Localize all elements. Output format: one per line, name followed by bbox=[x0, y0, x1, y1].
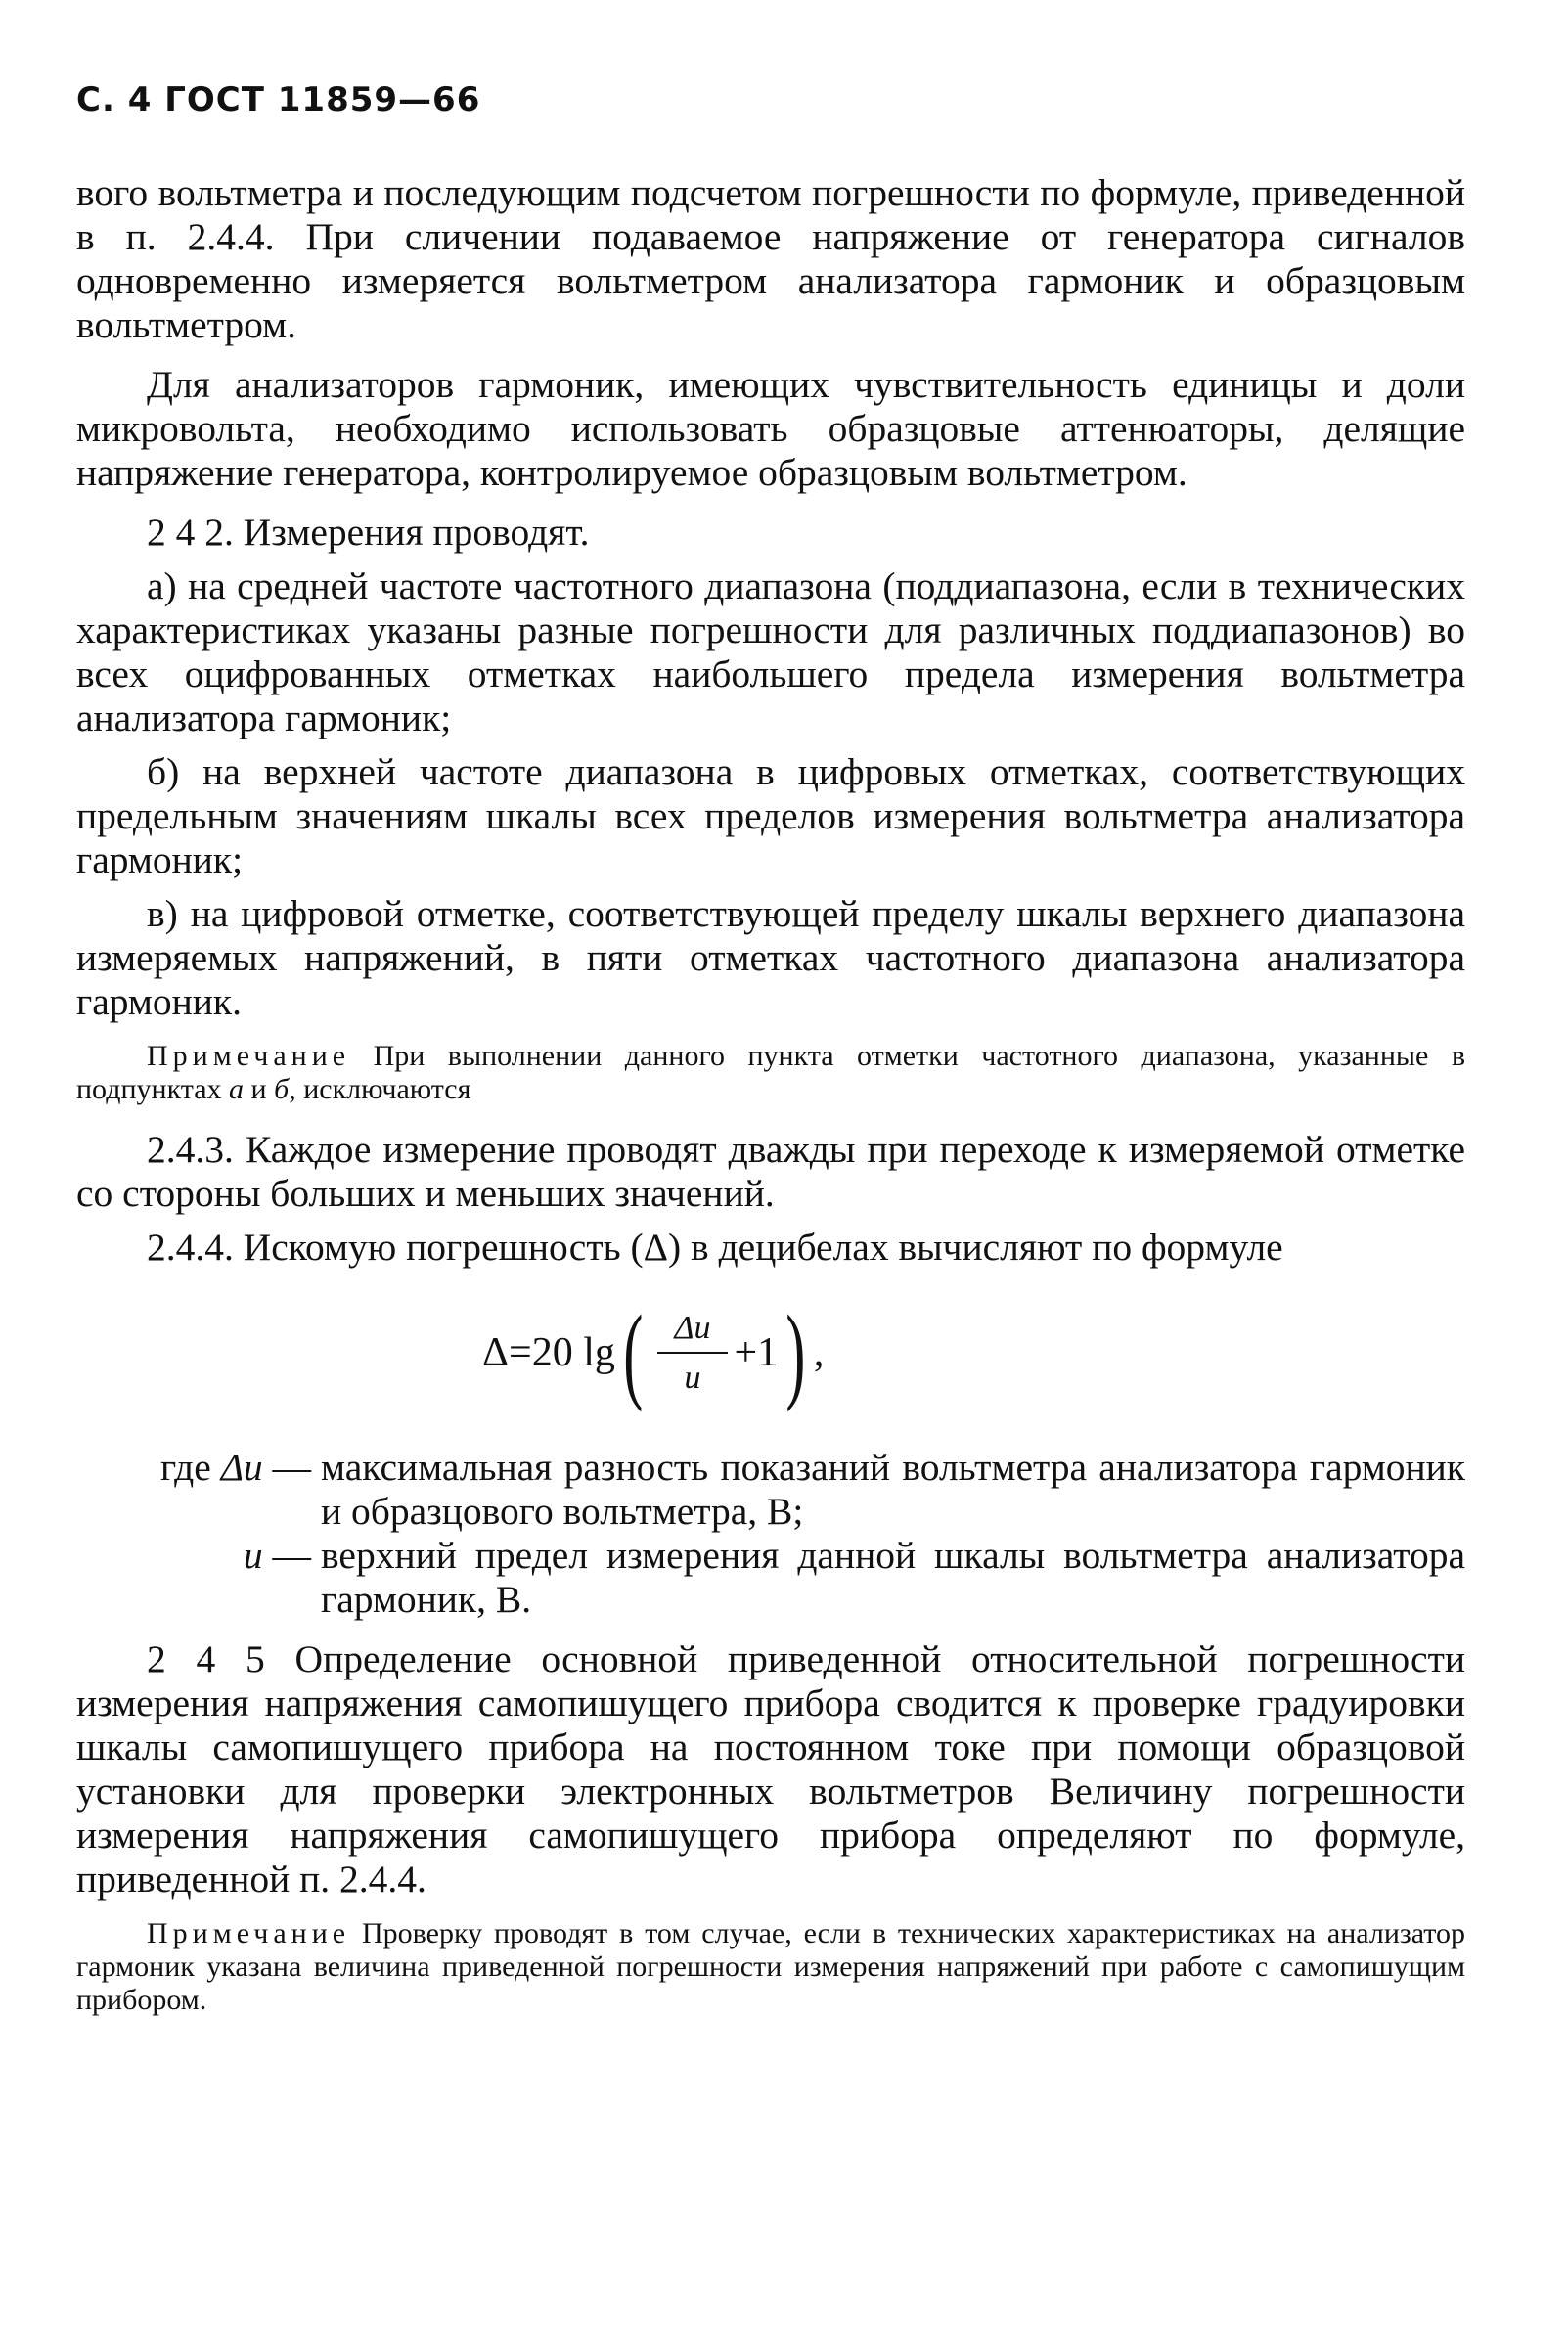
formula-coef: 20 lg bbox=[531, 1329, 615, 1375]
section-2-4-5: 2 4 5 Определение основной приведенной относительной погрешности измерения напряжения самопишущего прибора сводится к проверке градуировки шкалы самопишущего прибора на постоянном токе при помощи образцовой установки для проверки электронных вольтметров Величину погрешности измерения напряжения самопишущего прибора определяют по формуле, приведенной п. 2.4.4. bbox=[76, 1637, 1465, 1901]
section-2-4-4: 2.4.4. Искомую погрешность (Δ) в децибелах вычисляют по формуле bbox=[147, 1226, 1283, 1269]
paragraph-attenuators: Для анализаторов гармоник, имеющих чувствительность единицы и доли микровольта, необходимо использовать образцовые аттенюаторы, делящие напряжение генератора, контролируемое образцовым вольтметром. bbox=[76, 363, 1465, 494]
definition-dash: — bbox=[262, 1534, 311, 1577]
note-1-text-after: , исключаются bbox=[289, 1073, 471, 1105]
note-1-and: и bbox=[244, 1073, 275, 1105]
definition-symbol: Δu bbox=[220, 1446, 263, 1489]
formula-denominator: u bbox=[684, 1360, 701, 1396]
note-1-label: Примечание bbox=[147, 1040, 351, 1072]
formula-plus-one: +1 bbox=[734, 1329, 779, 1375]
definition-text: верхний предел измерения данной шкалы вольтметра анализатора гармоник, В. bbox=[321, 1534, 1465, 1621]
page-header: С. 4 ГОСТ 11859—66 bbox=[76, 80, 481, 119]
formula-rparen: ) bbox=[785, 1293, 806, 1412]
formula bbox=[482, 1293, 825, 1412]
definition-symbol: u bbox=[243, 1534, 263, 1577]
formula-numerator: Δu bbox=[657, 1306, 729, 1354]
definition-term bbox=[76, 1534, 321, 1622]
definition-prefix: где bbox=[159, 1446, 221, 1489]
list-item-b: б) на верхней частоте диапазона в цифровых отметках, соответствующих предельным значениям шкалы всех пределов измерения вольтметра анализатора гармоник; bbox=[76, 750, 1465, 881]
formula-eq: = bbox=[509, 1329, 532, 1375]
definitions bbox=[76, 1446, 1465, 1622]
note-1 bbox=[76, 1040, 1465, 1106]
definition-text: максимальная разность показаний вольтметра анализатора гармоник и образцового вольтметра, В; bbox=[321, 1446, 1465, 1533]
section-2-4-3: 2.4.3. Каждое измерение проводят дважды при переходе к измеряемой отметке со стороны больших и меньших значений. bbox=[76, 1128, 1465, 1215]
note-1-ref-a: а bbox=[229, 1073, 245, 1105]
definition-row bbox=[76, 1446, 1465, 1534]
note-2 bbox=[76, 1917, 1465, 2017]
formula-comma: , bbox=[813, 1329, 825, 1375]
definition-row bbox=[76, 1534, 1465, 1622]
definition-term bbox=[76, 1446, 321, 1534]
note-2-text: Проверку проводят в том случае, если в технических характеристиках на анализатор гармоник указана величина приведенной погрешности измерения напряжений при работе с самопишущим прибором. bbox=[76, 1917, 1465, 2016]
note-1-text-before: При выполнении данного пункта отметки частотного диапазона, указанные в подпунктах bbox=[76, 1040, 1465, 1105]
note-1-ref-b: б bbox=[274, 1073, 290, 1105]
formula-fraction bbox=[657, 1306, 729, 1400]
formula-lhs: Δ bbox=[482, 1329, 510, 1375]
document-body bbox=[76, 171, 1465, 2038]
list-item-a: а) на средней частоте частотного диапазона (поддиапазона, если в технических характеристиках указаны разные погрешности для различных поддиапазонов) во всех оцифрованных отметках наибольшего предела измерения вольтметра анализатора гармоник; bbox=[76, 564, 1465, 739]
formula-block bbox=[76, 1289, 1465, 1426]
definition-dash: — bbox=[262, 1446, 311, 1489]
paragraph-continuation: вого вольтметра и последующим подсчетом погрешности по формуле, приведенной в п. 2.4.4. При сличении подаваемое напряжение от генератора сигналов одновременно измеряется вольтметром анализатора гармоник и образцовым вольтметром. bbox=[76, 171, 1465, 346]
formula-lparen: ( bbox=[623, 1293, 644, 1412]
section-2-4-2: 2 4 2. Измерения проводят. bbox=[147, 511, 590, 554]
list-item-c: в) на цифровой отметке, соответствующей пределу шкалы верхнего диапазона измеряемых напряжений, в пяти отметках частотного диапазона анализатора гармоник. bbox=[76, 892, 1465, 1023]
note-2-label: Примечание bbox=[147, 1917, 351, 1949]
